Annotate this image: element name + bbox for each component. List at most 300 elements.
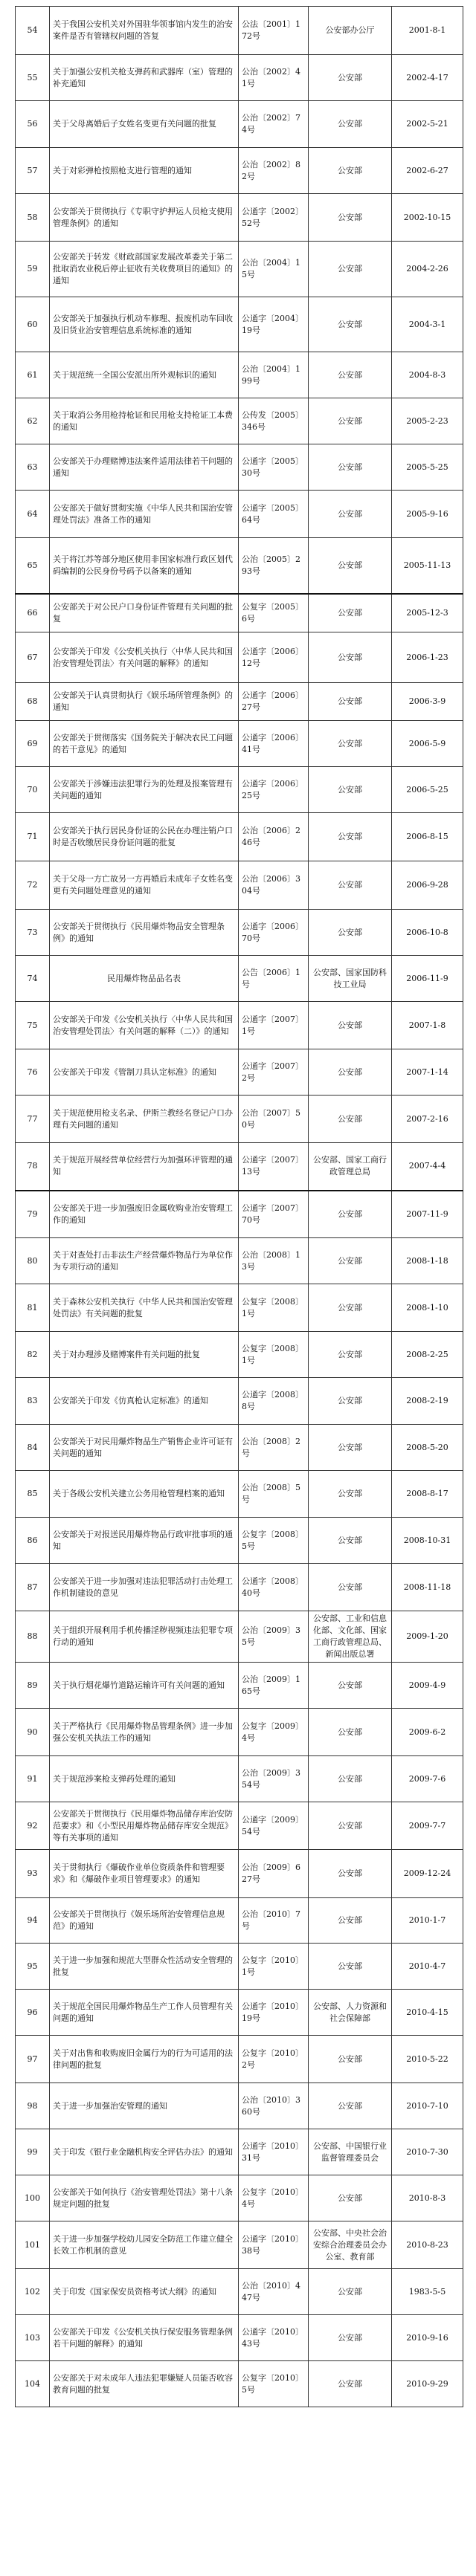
document-title: 公安部关于执行居民身份证的公民在办理注销户口时是否收缴居民身份证问题的批复 <box>50 813 239 861</box>
issue-date: 2002-5-21 <box>392 101 463 148</box>
document-number: 公治〔2010〕360号 <box>239 2083 309 2129</box>
document-title: 公安部关于做好贯彻实施《中华人民共和国治安管理处罚法》准备工作的通知 <box>50 491 239 538</box>
document-title: 公安部关于贯彻执行《娱乐场所治安管理信息规范》的通知 <box>50 1898 239 1944</box>
document-number: 公复字〔2008〕1号 <box>239 1332 309 1378</box>
issuing-authority: 公安部、工业和信息化部、文化部、国家工商行政管理总局、新闻出版总署 <box>309 1611 392 1663</box>
document-number: 公复字〔2010〕2号 <box>239 2036 309 2083</box>
issue-date: 1983-5-5 <box>392 2269 463 2315</box>
row-number: 77 <box>16 1096 50 1143</box>
issuing-authority: 公安部、中央社会治安综合治理委员会办公室、教育部 <box>309 2221 392 2269</box>
document-title: 民用爆炸物品品名表 <box>50 956 239 1002</box>
document-title: 公安部关于进一步加强对违法犯罪活动打击处理工作机制建设的意见 <box>50 1564 239 1611</box>
issue-date: 2010-5-22 <box>392 2036 463 2083</box>
issuing-authority: 公安部 <box>309 242 392 297</box>
document-title: 关于贯彻执行《爆破作业单位资质条件和管理要求》和《爆破作业项目管理要求》的通知 <box>50 1850 239 1898</box>
row-number: 92 <box>16 1802 50 1850</box>
document-title: 关于规范使用枪支名录、伊斯兰教经名登记户口办理有关问题的通知 <box>50 1096 239 1143</box>
table-row <box>16 7 463 55</box>
issuing-authority: 公安部 <box>309 55 392 101</box>
issue-date: 2009-7-7 <box>392 1802 463 1850</box>
table-row <box>16 813 463 861</box>
document-number: 公复字〔2010〕4号 <box>239 2175 309 2221</box>
document-number: 公通字〔2005〕64号 <box>239 491 309 538</box>
row-number: 66 <box>16 594 50 632</box>
document-number: 公治〔2010〕7号 <box>239 1898 309 1944</box>
issuing-authority: 公安部 <box>309 1944 392 1990</box>
issue-date: 2008-5-20 <box>392 1425 463 1471</box>
table-row <box>16 2083 463 2129</box>
document-number: 公通字〔2008〕8号 <box>239 1378 309 1425</box>
document-title: 关于进一步加强学校幼儿园安全防范工作建立健全长效工作机制的意见 <box>50 2221 239 2269</box>
row-number: 82 <box>16 1332 50 1378</box>
issuing-authority: 公安部 <box>309 148 392 194</box>
issue-date: 2009-7-6 <box>392 1756 463 1802</box>
document-title: 关于对查处打击非法生产经营爆炸物品行为单位作为专项行动的通知 <box>50 1238 239 1284</box>
document-number: 公通字〔2006〕41号 <box>239 721 309 767</box>
table-row <box>16 1049 463 1096</box>
document-number: 公复字〔2005〕6号 <box>239 594 309 632</box>
document-title: 公安部关于印发《管制刀具认定标准》的通知 <box>50 1049 239 1096</box>
document-number: 公通字〔2010〕19号 <box>239 1990 309 2036</box>
document-title: 关于印发《银行业金融机构安全评估办法》的通知 <box>50 2129 239 2175</box>
row-number: 93 <box>16 1850 50 1898</box>
table-row <box>16 1709 463 1756</box>
issuing-authority: 公安部 <box>309 1425 392 1471</box>
issue-date: 2008-10-31 <box>392 1518 463 1564</box>
row-number: 78 <box>16 1143 50 1191</box>
issue-date: 2004-8-3 <box>392 352 463 398</box>
issue-date: 2004-2-26 <box>392 242 463 297</box>
issuing-authority: 公安部 <box>309 1850 392 1898</box>
issue-date: 2005-12-3 <box>392 594 463 632</box>
row-number: 75 <box>16 1002 50 1049</box>
document-title: 关于对彩弹枪按照枪支进行管理的通知 <box>50 148 239 194</box>
row-number: 65 <box>16 538 50 594</box>
document-number: 公通字〔2004〕19号 <box>239 297 309 352</box>
issue-date: 2006-11-9 <box>392 956 463 1002</box>
row-number: 99 <box>16 2129 50 2175</box>
document-number: 公告〔2006〕1号 <box>239 956 309 1002</box>
issuing-authority: 公安部 <box>309 1898 392 1944</box>
document-title: 公安部关于贯彻执行《专职守护押运人员枪支使用管理条例》的通知 <box>50 194 239 242</box>
table-row <box>16 2129 463 2175</box>
issue-date: 2010-9-29 <box>392 2361 463 2407</box>
issue-date: 2010-4-15 <box>392 1990 463 2036</box>
issuing-authority: 公安部 <box>309 491 392 538</box>
table-row <box>16 444 463 491</box>
issue-date: 2002-4-17 <box>392 55 463 101</box>
document-number: 公治〔2006〕304号 <box>239 861 309 910</box>
table-row <box>16 55 463 101</box>
issuing-authority: 公安部 <box>309 861 392 910</box>
issue-date: 2010-7-30 <box>392 2129 463 2175</box>
issue-date: 2007-2-16 <box>392 1096 463 1143</box>
row-number: 58 <box>16 194 50 242</box>
issue-date: 2007-11-9 <box>392 1191 463 1238</box>
document-number: 公复字〔2010〕1号 <box>239 1944 309 1990</box>
issue-date: 2006-5-9 <box>392 721 463 767</box>
issue-date: 2008-1-10 <box>392 1284 463 1332</box>
issuing-authority: 公安部 <box>309 1709 392 1756</box>
table-row <box>16 1564 463 1611</box>
issue-date: 2010-8-23 <box>392 2221 463 2269</box>
document-number: 公治〔2008〕2号 <box>239 1425 309 1471</box>
document-title: 关于森林公安机关执行《中华人民共和国治安管理处罚法》有关问题的批复 <box>50 1284 239 1332</box>
row-number: 102 <box>16 2269 50 2315</box>
table-row <box>16 398 463 444</box>
table-row <box>16 2175 463 2221</box>
table-row <box>16 1518 463 1564</box>
row-number: 67 <box>16 632 50 683</box>
document-number: 公通字〔2007〕2号 <box>239 1049 309 1096</box>
issuing-authority: 公安部 <box>309 767 392 813</box>
table-row <box>16 1378 463 1425</box>
row-number: 64 <box>16 491 50 538</box>
table-row <box>16 2361 463 2407</box>
table-row <box>16 1002 463 1049</box>
table-row <box>16 538 463 594</box>
table-row <box>16 101 463 148</box>
issue-date: 2010-1-7 <box>392 1898 463 1944</box>
row-number: 101 <box>16 2221 50 2269</box>
issuing-authority: 公安部 <box>309 813 392 861</box>
document-title: 关于将江苏等部分地区使用非国家标准行政区划代码编制的公民身份号码予以备案的通知 <box>50 538 239 594</box>
row-number: 87 <box>16 1564 50 1611</box>
document-number: 公通字〔2006〕25号 <box>239 767 309 813</box>
row-number: 88 <box>16 1611 50 1663</box>
issuing-authority: 公安部 <box>309 721 392 767</box>
issuing-authority: 公安部 <box>309 101 392 148</box>
issuing-authority: 公安部 <box>309 1756 392 1802</box>
row-number: 73 <box>16 910 50 956</box>
row-number: 71 <box>16 813 50 861</box>
issuing-authority: 公安部、国家工商行政管理总局 <box>309 1143 392 1191</box>
document-number: 公法〔2001〕172号 <box>239 7 309 55</box>
document-number: 公通字〔2009〕54号 <box>239 1802 309 1850</box>
row-number: 69 <box>16 721 50 767</box>
document-title: 关于规范涉案枪支弹药处理的通知 <box>50 1756 239 1802</box>
issuing-authority: 公安部 <box>309 2175 392 2221</box>
document-title: 公安部关于对未成年人违法犯罪嫌疑人员能否收容教育问题的批复 <box>50 2361 239 2407</box>
document-title: 关于进一步加强和规范大型群众性活动安全管理的批复 <box>50 1944 239 1990</box>
row-number: 74 <box>16 956 50 1002</box>
issuing-authority: 公安部、中国银行业监督管理委员会 <box>309 2129 392 2175</box>
issuing-authority: 公安部 <box>309 1191 392 1238</box>
document-number: 公治〔2009〕165号 <box>239 1663 309 1709</box>
document-number: 公通字〔2010〕31号 <box>239 2129 309 2175</box>
document-number: 公治〔2002〕41号 <box>239 55 309 101</box>
issue-date: 2006-10-8 <box>392 910 463 956</box>
issue-date: 2010-9-16 <box>392 2315 463 2361</box>
row-number: 103 <box>16 2315 50 2361</box>
row-number: 76 <box>16 1049 50 1096</box>
table-row <box>16 1944 463 1990</box>
table-row <box>16 242 463 297</box>
issuing-authority: 公安部 <box>309 194 392 242</box>
document-number: 公通字〔2007〕70号 <box>239 1191 309 1238</box>
table-row <box>16 861 463 910</box>
document-number: 公治〔2005〕293号 <box>239 538 309 594</box>
issue-date: 2008-11-18 <box>392 1564 463 1611</box>
issue-date: 2006-1-23 <box>392 632 463 683</box>
document-number: 公治〔2002〕74号 <box>239 101 309 148</box>
issue-date: 2008-2-25 <box>392 1332 463 1378</box>
document-number: 公通字〔2002〕52号 <box>239 194 309 242</box>
issuing-authority: 公安部 <box>309 444 392 491</box>
issuing-authority: 公安部 <box>309 2315 392 2361</box>
table-row <box>16 1096 463 1143</box>
document-number: 公通字〔2006〕27号 <box>239 683 309 721</box>
issue-date: 2006-9-28 <box>392 861 463 910</box>
document-number: 公复字〔2008〕5号 <box>239 1518 309 1564</box>
issue-date: 2005-11-13 <box>392 538 463 594</box>
row-number: 70 <box>16 767 50 813</box>
row-number: 91 <box>16 1756 50 1802</box>
issue-date: 2009-6-2 <box>392 1709 463 1756</box>
table-row <box>16 148 463 194</box>
document-title: 关于各级公安机关建立公务用枪管理档案的通知 <box>50 1471 239 1518</box>
table-row <box>16 2221 463 2269</box>
table-row <box>16 767 463 813</box>
row-number: 96 <box>16 1990 50 2036</box>
row-number: 68 <box>16 683 50 721</box>
table-row <box>16 910 463 956</box>
issuing-authority: 公安部 <box>309 1518 392 1564</box>
document-title: 公安部关于对民用爆炸物品生产销售企业许可证有关问题的通知 <box>50 1425 239 1471</box>
document-title: 公安部关于印发《公安机关执行〈中华人民共和国治安管理处罚法〉有关问题的解释》的通知 <box>50 632 239 683</box>
table-row <box>16 683 463 721</box>
document-title: 关于对办理涉及赌博案件有关问题的批复 <box>50 1332 239 1378</box>
issue-date: 2007-1-14 <box>392 1049 463 1096</box>
issue-date: 2009-12-24 <box>392 1850 463 1898</box>
issuing-authority: 公安部 <box>309 1564 392 1611</box>
table-row <box>16 297 463 352</box>
document-number: 公治〔2004〕15号 <box>239 242 309 297</box>
table-row <box>16 1471 463 1518</box>
issue-date: 2004-3-1 <box>392 297 463 352</box>
issuing-authority: 公安部、人力资源和社会保障部 <box>309 1990 392 2036</box>
document-title: 公安部关于进一步加强废旧金属收购业治安管理工作的通知 <box>50 1191 239 1238</box>
table-row <box>16 1143 463 1191</box>
issuing-authority: 公安部 <box>309 2083 392 2129</box>
issue-date: 2005-5-25 <box>392 444 463 491</box>
issue-date: 2008-8-17 <box>392 1471 463 1518</box>
row-number: 54 <box>16 7 50 55</box>
document-title: 关于印发《国家保安员资格考试大纲》的通知 <box>50 2269 239 2315</box>
issue-date: 2008-2-19 <box>392 1378 463 1425</box>
issuing-authority: 公安部 <box>309 398 392 444</box>
table-row <box>16 1191 463 1238</box>
document-number: 公通字〔2005〕30号 <box>239 444 309 491</box>
issuing-authority: 公安部 <box>309 1238 392 1284</box>
row-number: 100 <box>16 2175 50 2221</box>
document-number: 公通字〔2010〕38号 <box>239 2221 309 2269</box>
row-number: 55 <box>16 55 50 101</box>
document-title: 关于取消公务用枪持枪证和民用枪支持枪证工本费的通知 <box>50 398 239 444</box>
row-number: 86 <box>16 1518 50 1564</box>
table-row <box>16 2036 463 2083</box>
issue-date: 2006-8-15 <box>392 813 463 861</box>
issue-date: 2009-1-20 <box>392 1611 463 1663</box>
document-number: 公通字〔2007〕13号 <box>239 1143 309 1191</box>
document-title: 关于对出售和收购废旧金属行为的行为可适用的法律问题的批复 <box>50 2036 239 2083</box>
issue-date: 2002-10-15 <box>392 194 463 242</box>
document-title: 公安部关于贯彻执行《民用爆炸物品安全管理条例》的通知 <box>50 910 239 956</box>
row-number: 95 <box>16 1944 50 1990</box>
document-number: 公传发〔2005〕346号 <box>239 398 309 444</box>
issuing-authority: 公安部 <box>309 2361 392 2407</box>
issuing-authority: 公安部 <box>309 297 392 352</box>
document-number: 公治〔2008〕5号 <box>239 1471 309 1518</box>
document-number: 公通字〔2006〕12号 <box>239 632 309 683</box>
issuing-authority: 公安部 <box>309 1471 392 1518</box>
issuing-authority: 公安部 <box>309 1002 392 1049</box>
document-title: 公安部关于认真贯彻执行《娱乐场所管理条例》的通知 <box>50 683 239 721</box>
document-title: 公安部关于对报送民用爆炸物品行政审批事项的通知 <box>50 1518 239 1564</box>
row-number: 79 <box>16 1191 50 1238</box>
document-title: 公安部关于印发《公安机关执行保安服务管理条例若干问题的解释》的通知 <box>50 2315 239 2361</box>
row-number: 97 <box>16 2036 50 2083</box>
table-row <box>16 1756 463 1802</box>
row-number: 89 <box>16 1663 50 1709</box>
issuing-authority: 公安部 <box>309 2036 392 2083</box>
document-title: 关于父母离婚后子女姓名变更有关问题的批复 <box>50 101 239 148</box>
document-number: 公治〔2004〕199号 <box>239 352 309 398</box>
document-number: 公通字〔2010〕43号 <box>239 2315 309 2361</box>
issue-date: 2010-4-7 <box>392 1944 463 1990</box>
row-number: 62 <box>16 398 50 444</box>
table-row <box>16 2315 463 2361</box>
row-number: 57 <box>16 148 50 194</box>
table-row <box>16 1663 463 1709</box>
issuing-authority: 公安部 <box>309 538 392 594</box>
document-title: 公安部关于贯彻落实《国务院关于解决农民工问题的若干意见》的通知 <box>50 721 239 767</box>
issue-date: 2010-7-10 <box>392 2083 463 2129</box>
table-row <box>16 721 463 767</box>
issuing-authority: 公安部 <box>309 1663 392 1709</box>
document-title: 关于执行烟花爆竹道路运输许可有关问题的通知 <box>50 1663 239 1709</box>
table-row <box>16 1850 463 1898</box>
issuing-authority: 公安部 <box>309 1284 392 1332</box>
table-row <box>16 1284 463 1332</box>
regulation-table-body <box>16 7 463 2407</box>
document-title: 公安部关于印发《仿真枪认定标准》的通知 <box>50 1378 239 1425</box>
document-title: 公安部关于涉嫌违法犯罪行为的处理及报案管理有关问题的通知 <box>50 767 239 813</box>
table-row <box>16 1332 463 1378</box>
table-row <box>16 1425 463 1471</box>
issue-date: 2007-4-4 <box>392 1143 463 1191</box>
row-number: 83 <box>16 1378 50 1425</box>
document-title: 关于严格执行《民用爆炸物品管理条例》进一步加强公安机关执法工作的通知 <box>50 1709 239 1756</box>
issuing-authority: 公安部 <box>309 352 392 398</box>
issuing-authority: 公安部 <box>309 1378 392 1425</box>
document-title: 关于规范统一全国公安派出所外观标识的通知 <box>50 352 239 398</box>
table-row <box>16 1898 463 1944</box>
table-row <box>16 956 463 1002</box>
document-number: 公治〔2009〕627号 <box>239 1850 309 1898</box>
table-row <box>16 491 463 538</box>
document-title: 公安部关于转发《财政部国家发展改革委关于第二批取消农业税后停止征收有关收费项目的通知》的通知 <box>50 242 239 297</box>
table-row <box>16 194 463 242</box>
issuing-authority: 公安部 <box>309 683 392 721</box>
row-number: 60 <box>16 297 50 352</box>
table-row <box>16 1611 463 1663</box>
issue-date: 2010-8-3 <box>392 2175 463 2221</box>
issuing-authority: 公安部、国家国防科技工业局 <box>309 956 392 1002</box>
row-number: 81 <box>16 1284 50 1332</box>
table-row <box>16 632 463 683</box>
document-number: 公复字〔2008〕1号 <box>239 1284 309 1332</box>
row-number: 90 <box>16 1709 50 1756</box>
issuing-authority: 公安部 <box>309 594 392 632</box>
row-number: 61 <box>16 352 50 398</box>
issue-date: 2008-1-18 <box>392 1238 463 1284</box>
document-title: 关于规范开展经营单位经营行为加强环评管理的通知 <box>50 1143 239 1191</box>
table-row <box>16 594 463 632</box>
document-title: 关于加强公安机关枪支弹药和武器库（室）管理的补充通知 <box>50 55 239 101</box>
row-number: 56 <box>16 101 50 148</box>
row-number: 98 <box>16 2083 50 2129</box>
document-title: 公安部关于对公民户口身份证件管理有关问题的批复 <box>50 594 239 632</box>
table-row <box>16 352 463 398</box>
document-title: 关于组织开展利用手机传播淫秽视频违法犯罪专项行动的通知 <box>50 1611 239 1663</box>
issuing-authority: 公安部 <box>309 1802 392 1850</box>
issue-date: 2005-2-23 <box>392 398 463 444</box>
row-number: 85 <box>16 1471 50 1518</box>
row-number: 94 <box>16 1898 50 1944</box>
document-title: 公安部关于办理赌博违法案件适用法律若干问题的通知 <box>50 444 239 491</box>
document-number: 公通字〔2007〕1号 <box>239 1002 309 1049</box>
row-number: 59 <box>16 242 50 297</box>
table-row <box>16 2269 463 2315</box>
regulation-table <box>15 6 463 2407</box>
row-number: 84 <box>16 1425 50 1471</box>
document-number: 公复字〔2009〕4号 <box>239 1709 309 1756</box>
document-title: 公安部关于印发《公安机关执行〈中华人民共和国治安管理处罚法〉有关问题的解释（二）》的通知 <box>50 1002 239 1049</box>
row-number: 80 <box>16 1238 50 1284</box>
document-number: 公治〔2006〕246号 <box>239 813 309 861</box>
table-row <box>16 1238 463 1284</box>
table-row <box>16 1802 463 1850</box>
issuing-authority: 公安部 <box>309 1049 392 1096</box>
issue-date: 2009-4-9 <box>392 1663 463 1709</box>
table-row <box>16 1990 463 2036</box>
issue-date: 2005-9-16 <box>392 491 463 538</box>
document-title: 公安部关于加强执行机动车修理、报废机动车回收及旧货业治安管理信息系统标准的通知 <box>50 297 239 352</box>
document-number: 公治〔2007〕50号 <box>239 1096 309 1143</box>
row-number: 72 <box>16 861 50 910</box>
document-title: 公安部关于如何执行《治安管理处罚法》第十八条规定问题的批复 <box>50 2175 239 2221</box>
document-number: 公治〔2008〕13号 <box>239 1238 309 1284</box>
regulation-document <box>15 6 463 2407</box>
issuing-authority: 公安部办公厅 <box>309 7 392 55</box>
document-number: 公复字〔2010〕5号 <box>239 2361 309 2407</box>
row-number: 63 <box>16 444 50 491</box>
issuing-authority: 公安部 <box>309 2269 392 2315</box>
document-title: 关于我国公安机关对外国驻华领事馆内发生的治安案件是否有管辖权问题的答复 <box>50 7 239 55</box>
document-number: 公治〔2010〕447号 <box>239 2269 309 2315</box>
document-number: 公通字〔2006〕70号 <box>239 910 309 956</box>
issue-date: 2006-3-9 <box>392 683 463 721</box>
document-number: 公治〔2009〕354号 <box>239 1756 309 1802</box>
issuing-authority: 公安部 <box>309 910 392 956</box>
document-number: 公治〔2002〕82号 <box>239 148 309 194</box>
document-title: 关于父母一方亡故另一方再婚后未成年子女姓名变更有关问题处理意见的通知 <box>50 861 239 910</box>
document-title: 关于进一步加强治安管理的通知 <box>50 2083 239 2129</box>
issue-date: 2002-6-27 <box>392 148 463 194</box>
issuing-authority: 公安部 <box>309 1332 392 1378</box>
document-number: 公通字〔2008〕40号 <box>239 1564 309 1611</box>
